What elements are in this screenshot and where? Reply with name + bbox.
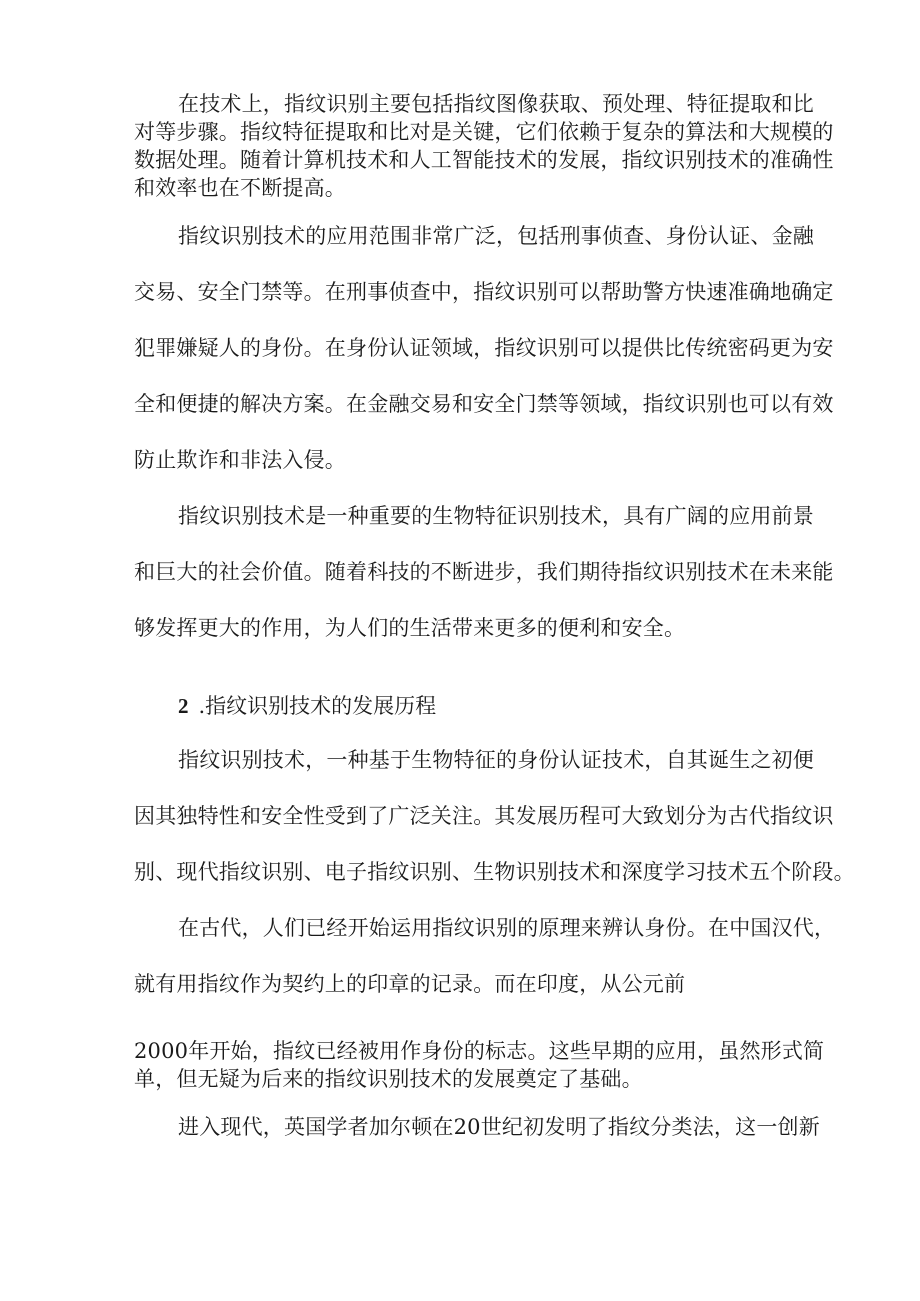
paragraph-4-line-2: 因其独特性和安全性受到了广泛关注。其发展历程可大致划分为古代指纹识 [134, 804, 834, 828]
paragraph-3-line-2: 和巨大的社会价值。随着科技的不断进步，我们期待指纹识别技术在未来能 [134, 560, 834, 584]
paragraph-3-line-3: 够发挥更大的作用，为人们的生活带来更多的便利和安全。 [134, 616, 686, 640]
paragraph-6-line-1: 进入现代，英国学者加尔顿在20世纪初发明了指纹分类法，这一创新 [178, 1115, 820, 1139]
paragraph-3-line-1: 指纹识别技术是一种重要的生物特征识别技术，具有广阔的应用前景 [178, 504, 814, 528]
paragraph-2-line-1: 指纹识别技术的应用范围非常广泛，包括刑事侦查、身份认证、金融 [178, 224, 814, 248]
paragraph-1-line-1: 在技术上，指纹识别主要包括指纹图像获取、预处理、特征提取和比 [178, 92, 814, 116]
paragraph-5-line-2: 就有用指纹作为契约上的印章的记录。而在印度，从公元前 [134, 972, 686, 996]
section-heading [178, 692, 436, 720]
paragraph-5-line-1: 在古代，人们已经开始运用指纹识别的原理来辨认身份。在中国汉代， [178, 916, 836, 940]
section-title: .指纹识别技术的发展历程 [198, 694, 437, 718]
paragraph-2-line-5: 防止欺诈和非法入侵。 [134, 448, 346, 472]
paragraph-4-line-3: 别、现代指纹识别、电子指纹识别、生物识别技术和深度学习技术五个阶段。 [134, 860, 855, 884]
paragraph-5-line-4: 单，但无疑为后来的指纹识别技术的发展奠定了基础。 [134, 1067, 643, 1091]
paragraph-1-line-3: 数据处理。随着计算机技术和人工智能技术的发展，指纹识别技术的准确性 [134, 148, 834, 172]
paragraph-2-line-3: 犯罪嫌疑人的身份。在身份认证领域，指纹识别可以提供比传统密码更为安 [134, 336, 834, 360]
paragraph-4-line-1: 指纹识别技术，一种基于生物特征的身份认证技术，自其诞生之初便 [178, 748, 814, 772]
paragraph-2-line-2: 交易、安全门禁等。在刑事侦查中，指纹识别可以帮助警方快速准确地确定 [134, 280, 834, 304]
paragraph-1-line-2: 对等步骤。指纹特征提取和比对是关键，它们依赖于复杂的算法和大规模的 [134, 120, 834, 144]
section-number: 2 [178, 694, 189, 718]
paragraph-5-line-3: 2000年开始，指纹已经被用作身份的标志。这些早期的应用，虽然形式简 [134, 1039, 825, 1063]
paragraph-2-line-4: 全和便捷的解决方案。在金融交易和安全门禁等领域，指纹识别也可以有效 [134, 392, 834, 416]
paragraph-1-line-4: 和效率也在不断提高。 [134, 176, 346, 200]
